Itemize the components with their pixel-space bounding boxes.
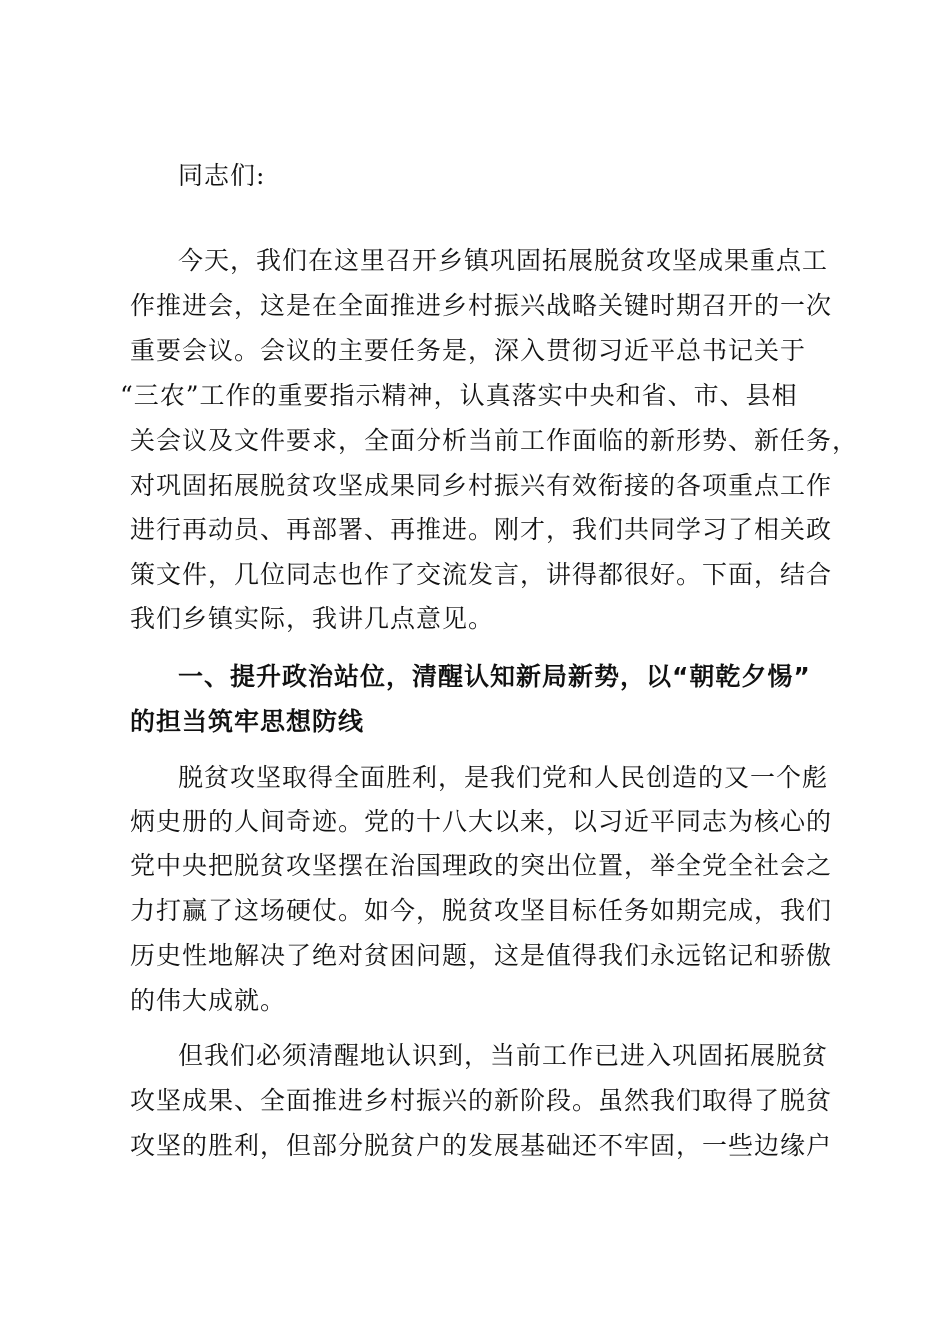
para1-line-6: 对巩固拓展脱贫攻坚成果同乡村振兴有效衔接的各项重点工作 (130, 471, 833, 500)
para1-line-3: 重要会议。会议的主要任务是，深入贯彻习近平总书记关于 (130, 336, 807, 365)
heading1-line-2: 的担当筑牢思想防线 (130, 707, 365, 736)
heading1-line-1: 一、提升政治站位，清醒认知新局新势，以“朝乾夕惕” (178, 662, 811, 691)
para1-line-4: “三农”工作的重要指示精神，认真落实中央和省、市、县相 (120, 381, 798, 410)
para2-line-2: 炳史册的人间奇迹。党的十八大以来，以习近平同志为核心的 (130, 807, 833, 836)
para2-line-1: 脱贫攻坚取得全面胜利，是我们党和人民创造的又一个彪 (178, 763, 829, 792)
para2-line-4: 力打赢了这场硬仗。如今，脱贫攻坚目标任务如期完成，我们 (130, 896, 833, 925)
para3-line-1: 但我们必须清醒地认识到，当前工作已进入巩固拓展脱贫 (178, 1041, 829, 1070)
para2-line-6: 的伟大成就。 (130, 986, 287, 1015)
para1-line-8: 策文件，几位同志也作了交流发言，讲得都很好。下面，结合 (130, 560, 833, 589)
document-body (120, 0, 859, 1344)
para3-line-3: 攻坚的胜利，但部分脱贫户的发展基础还不牢固，一些边缘户 (130, 1131, 833, 1160)
para1-line-1: 今天，我们在这里召开乡镇巩固拓展脱贫攻坚成果重点工 (178, 246, 829, 275)
salutation: 同志们: (178, 161, 266, 190)
para1-line-5: 关会议及文件要求，全面分析当前工作面临的新形势、新任务， (130, 426, 859, 455)
para1-line-2: 作推进会，这是在全面推进乡村振兴战略关键时期召开的一次 (130, 291, 833, 320)
para1-line-7: 进行再动员、再部署、再推进。刚才，我们共同学习了相关政 (130, 515, 833, 544)
para2-line-5: 历史性地解决了绝对贫困问题，这是值得我们永远铭记和骄傲 (130, 941, 833, 970)
para2-line-3: 党中央把脱贫攻坚摆在治国理政的突出位置，举全党全社会之 (130, 851, 833, 880)
para1-line-9: 我们乡镇实际，我讲几点意见。 (130, 604, 495, 633)
para3-line-2: 攻坚成果、全面推进乡村振兴的新阶段。虽然我们取得了脱贫 (130, 1086, 833, 1115)
